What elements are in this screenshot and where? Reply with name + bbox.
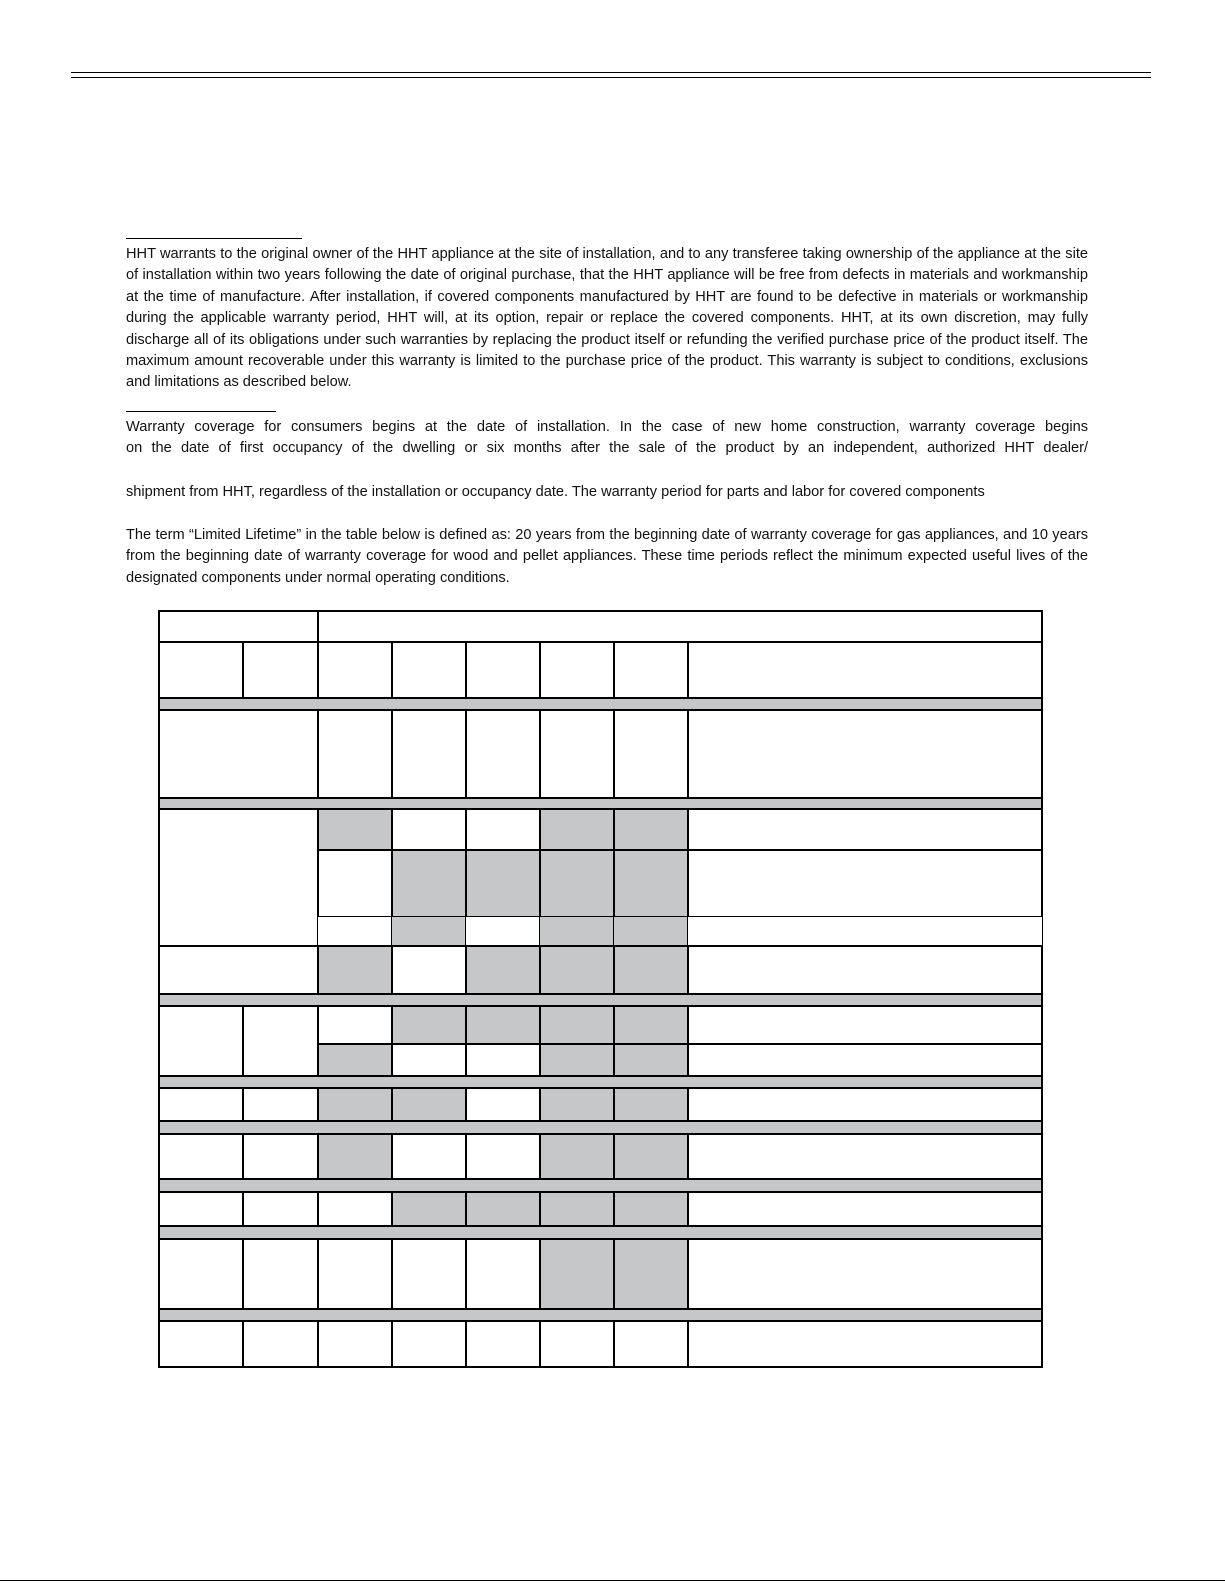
table-cell bbox=[158, 709, 319, 799]
table-cell bbox=[391, 1238, 467, 1310]
table-cell bbox=[687, 1133, 1043, 1180]
header-rule bbox=[71, 72, 1151, 73]
table-cell bbox=[465, 1320, 541, 1368]
table-cell bbox=[391, 1133, 467, 1180]
footer-rule bbox=[0, 1580, 1225, 1581]
table-cell bbox=[391, 1320, 467, 1368]
table-cell bbox=[613, 1238, 689, 1310]
table-cell bbox=[613, 641, 689, 699]
table-cell bbox=[539, 641, 615, 699]
table-cell bbox=[391, 1191, 467, 1227]
table-cell bbox=[158, 945, 319, 995]
table-cell bbox=[158, 1087, 244, 1122]
table-cell bbox=[465, 1043, 541, 1077]
table-cell bbox=[539, 849, 615, 918]
table-cell bbox=[539, 1191, 615, 1227]
table-cell bbox=[158, 808, 319, 947]
limited-lifetime-paragraph: The term “Limited Lifetime” in the table below is defined as: 20 years from the beginning date of warranty coverage for gas appliances, and 10 years from the beginning date of warranty coverage for wood and pellet appliances. These time periods reflect the minimum expected useful lives of the designated components under normal operating conditions. bbox=[126, 527, 1088, 586]
table-cell bbox=[317, 1133, 393, 1180]
table-cell bbox=[465, 1191, 541, 1227]
table-cell bbox=[317, 610, 1043, 643]
table-cell bbox=[613, 916, 689, 947]
table-cell bbox=[465, 945, 541, 995]
table-cell bbox=[158, 1320, 244, 1368]
table-cell bbox=[687, 1005, 1043, 1045]
table-cell bbox=[613, 1087, 689, 1122]
table-cell bbox=[687, 1191, 1043, 1227]
table-cell bbox=[158, 641, 244, 699]
table-cell bbox=[317, 1191, 393, 1227]
table-cell bbox=[317, 1005, 393, 1045]
table-cell bbox=[613, 945, 689, 995]
table-cell bbox=[687, 709, 1043, 799]
warranty-period-line: Warranty coverage for consumers begins at the date of installation. In the case of new home construction, warranty coverage begins bbox=[126, 419, 1088, 435]
table-cell bbox=[317, 709, 393, 799]
table-cell bbox=[317, 1043, 393, 1077]
table-cell bbox=[465, 916, 541, 947]
table-cell bbox=[687, 808, 1043, 851]
table-cell bbox=[317, 1320, 393, 1368]
table-cell bbox=[242, 1133, 319, 1180]
warranty-coverage-paragraph: HHT warrants to the original owner of the HHT appliance at the site of installation, and to any transferee taking ownership of the appliance at the site of installation within two years following the date of original purchase, that the HHT appliance will be free from defects in materials and workmanship at the time of manufacture. After installation, if covered components manufactured by HHT are found to be defective in materials or workmanship during the applicable warranty period, HHT will, at its option, repair or replace the covered components. HHT, at its own discretion, may fully discharge all of its obligations under such warranties by replacing the product itself or refunding the verified purchase price of the product itself. The maximum amount recoverable under this warranty is limited to the purchase price of the product. This warranty is subject to conditions, exclusions and limitations as described below. bbox=[126, 246, 1088, 391]
table-cell bbox=[317, 945, 393, 995]
table-cell bbox=[687, 641, 1043, 699]
table-cell bbox=[242, 641, 319, 699]
table-cell bbox=[687, 1320, 1043, 1368]
table-cell bbox=[158, 1238, 244, 1310]
table-cell bbox=[613, 808, 689, 851]
table-cell bbox=[242, 1320, 319, 1368]
table-cell bbox=[317, 1087, 393, 1122]
table-cell bbox=[613, 709, 689, 799]
table-cell bbox=[539, 1133, 615, 1180]
table-cell bbox=[391, 1043, 467, 1077]
table-cell bbox=[317, 849, 393, 918]
table-cell bbox=[539, 1320, 615, 1368]
table-cell bbox=[539, 1005, 615, 1045]
table-cell bbox=[391, 1087, 467, 1122]
table-cell bbox=[613, 1043, 689, 1077]
table-cell bbox=[391, 808, 467, 851]
header-rule bbox=[71, 77, 1151, 78]
table-cell bbox=[465, 1005, 541, 1045]
table-cell bbox=[687, 945, 1043, 995]
table-cell bbox=[687, 916, 1043, 947]
section-heading-rule bbox=[126, 238, 302, 239]
table-cell bbox=[317, 916, 393, 947]
table-cell bbox=[158, 1191, 244, 1227]
table-cell bbox=[242, 1238, 319, 1310]
table-cell bbox=[539, 1087, 615, 1122]
table-cell bbox=[465, 1133, 541, 1180]
table-cell bbox=[613, 1005, 689, 1045]
warranty-period-line: shipment from HHT, regardless of the installation or occupancy date. The warranty period for parts and labor for covered components bbox=[126, 484, 985, 500]
table-cell bbox=[158, 1133, 244, 1180]
warranty-period-line: on the date of first occupancy of the dwelling or six months after the sale of the product by an independent, authorized HHT dealer/ bbox=[126, 440, 1088, 456]
table-cell bbox=[687, 1238, 1043, 1310]
table-cell bbox=[539, 709, 615, 799]
section-heading-rule bbox=[126, 411, 276, 412]
table-cell bbox=[687, 1087, 1043, 1122]
table-cell bbox=[687, 1043, 1043, 1077]
table-cell bbox=[539, 945, 615, 995]
table-cell bbox=[613, 1191, 689, 1227]
table-cell bbox=[465, 849, 541, 918]
table-cell bbox=[391, 849, 467, 918]
table-cell bbox=[687, 849, 1043, 918]
table-cell bbox=[465, 709, 541, 799]
table-cell bbox=[465, 1238, 541, 1310]
table-cell bbox=[539, 1043, 615, 1077]
table-cell bbox=[465, 808, 541, 851]
table-cell bbox=[242, 1191, 319, 1227]
table-cell bbox=[613, 1320, 689, 1368]
table-cell bbox=[158, 610, 319, 643]
table-cell bbox=[465, 1087, 541, 1122]
table-cell bbox=[391, 1005, 467, 1045]
table-cell bbox=[391, 709, 467, 799]
table-cell bbox=[317, 808, 393, 851]
table-cell bbox=[465, 641, 541, 699]
table-cell bbox=[242, 1087, 319, 1122]
table-cell bbox=[242, 1005, 319, 1077]
table-cell bbox=[391, 945, 467, 995]
table-cell bbox=[539, 808, 615, 851]
table-cell bbox=[391, 916, 467, 947]
table-cell bbox=[539, 916, 615, 947]
table-cell bbox=[317, 641, 393, 699]
table-cell bbox=[613, 849, 689, 918]
table-cell bbox=[158, 1005, 244, 1077]
table-cell bbox=[613, 1133, 689, 1180]
table-cell bbox=[391, 641, 467, 699]
table-cell bbox=[317, 1238, 393, 1310]
table-cell bbox=[539, 1238, 615, 1310]
